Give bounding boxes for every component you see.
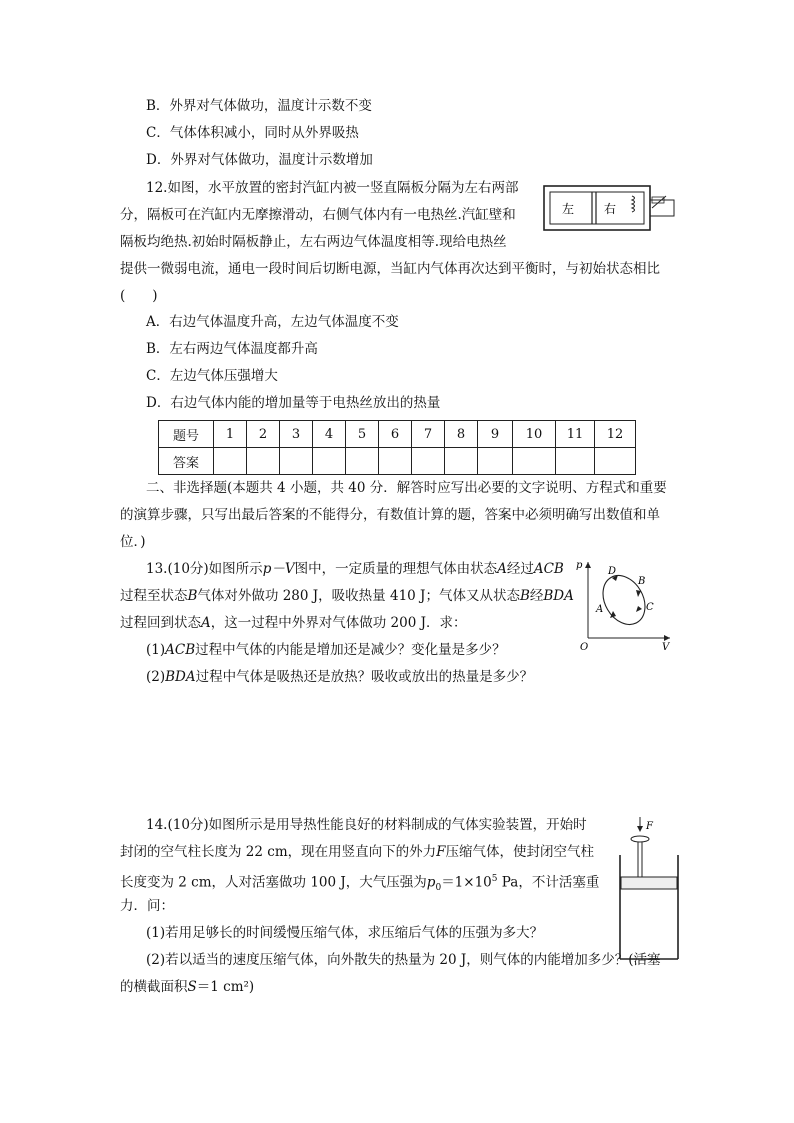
answer-blank[interactable] <box>556 448 595 475</box>
force-label: F <box>646 821 653 832</box>
table-cell: 9 <box>478 421 513 448</box>
piston-handle <box>631 836 649 842</box>
table-row <box>159 448 636 475</box>
table-row <box>159 421 636 448</box>
q14-line-2: 封闭的空气柱长度为 22 cm，现在用竖直向下的外力F压缩气体，使封闭空气柱 <box>120 844 594 860</box>
right-gas-label: 右 <box>604 202 617 216</box>
p-axis-arrow-icon <box>585 562 591 568</box>
answer-table <box>158 420 636 475</box>
answer-blank[interactable] <box>379 448 412 475</box>
cylinder-outer-wall <box>544 186 650 230</box>
origin-label: O <box>580 642 589 652</box>
section2-line-1: 二、非选择题(本题共 4 小题，共 40 分．解答时应写出必要的文字说明、方程式和重要 <box>146 480 667 496</box>
v-axis-arrow-icon <box>664 635 670 641</box>
q14-subquestion-2: (2)若以适当的速度压缩气体，向外散失的热量为 20 J，则气体的内能增加多少？(活塞 <box>146 952 661 968</box>
arrow-c-icon <box>636 606 642 612</box>
left-gas-label: 左 <box>562 202 575 216</box>
section2-line-2: 的演算步骤，只写出最后答案的不能得分，有数值计算的题，答案中必须明确写出数值和单 <box>120 507 660 523</box>
table-cell: 2 <box>247 421 280 448</box>
q11-option-d: D．外界对气体做功，温度计示数增加 <box>146 152 373 168</box>
table-cell: 11 <box>556 421 595 448</box>
table-cell: 4 <box>313 421 346 448</box>
section2-line-3: 位．) <box>120 534 146 550</box>
answer-blank[interactable] <box>247 448 280 475</box>
v-axis-label: V <box>662 642 670 652</box>
q13-line-1: 13.(10分)如图所示p－V图中，一定质量的理想气体由状态A经过ACB <box>146 561 564 577</box>
table-header-cell: 题号 <box>159 421 214 448</box>
heater-coil-icon <box>632 196 635 212</box>
p-axis-label: p <box>576 560 583 571</box>
q12-option-d: D．右边气体内能的增加量等于电热丝放出的热量 <box>146 395 441 411</box>
q13-subquestion-2: (2)BDA过程中气体是吸热还是放热？吸收或放出的热量是多少？ <box>146 669 534 685</box>
point-d-label: D <box>608 566 617 577</box>
q13-line-2: 过程至状态B气体对外做功 280 J，吸收热量 410 J；气体又从状态B经BDA <box>120 588 574 604</box>
q12-answer-bracket: ( ) <box>120 288 158 304</box>
q14-piston-figure <box>610 815 686 963</box>
arrow-b-icon <box>636 590 641 597</box>
table-cell: 1 <box>214 421 247 448</box>
answer-blank[interactable] <box>412 448 445 475</box>
point-a-label: A <box>596 604 604 615</box>
table-cell: 7 <box>412 421 445 448</box>
table-cell: 10 <box>513 421 556 448</box>
q14-subquestion-1: (1)若用足够长的时间缓慢压缩气体，求压缩后气体的压强为多大？ <box>146 925 544 941</box>
heater-circuit <box>650 200 674 216</box>
q11-option-c: C．气体体积减小，同时从外界吸热 <box>146 125 359 141</box>
answer-blank[interactable] <box>280 448 313 475</box>
answer-blank[interactable] <box>445 448 478 475</box>
q11-option-b: B．外界对气体做功，温度计示数不变 <box>146 98 372 114</box>
q12-cylinder-figure <box>540 182 680 234</box>
q14-subquestion-2-cont: 的横截面积S＝1 cm²) <box>120 979 255 995</box>
q14-line-3: 长度变为 2 cm，人对活塞做功 100 J，大气压强为$p_0=1\times 10^5$ Pa，不计活塞重 <box>120 874 600 894</box>
table-cell: 12 <box>595 421 636 448</box>
table-cell: 8 <box>445 421 478 448</box>
point-c-label: C <box>646 602 654 613</box>
table-header-cell: 答案 <box>159 448 214 475</box>
table-cell: 6 <box>379 421 412 448</box>
answer-blank[interactable] <box>478 448 513 475</box>
q13-pv-graph <box>572 556 676 652</box>
q13-line-3: 过程回到状态A，这一过程中外界对气体做功 200 J．求： <box>120 615 467 631</box>
answer-blank[interactable] <box>595 448 636 475</box>
table-cell: 5 <box>346 421 379 448</box>
q12-stem-line-1: 12.如图，水平放置的密封汽缸内被一竖直隔板分隔为左右两部 <box>146 180 519 196</box>
q12-option-c: C．左边气体压强增大 <box>146 368 278 384</box>
q14-line-4: 力．问： <box>120 898 174 914</box>
answer-blank[interactable] <box>313 448 346 475</box>
q12-option-b: B．左右两边气体温度都升高 <box>146 341 318 357</box>
answer-blank[interactable] <box>513 448 556 475</box>
q12-option-a: A．右边气体温度升高，左边气体温度不变 <box>146 314 399 330</box>
q12-stem-line-3: 隔板均绝热.初始时隔板静止，左右两边气体温度相等.现给电热丝 <box>120 234 507 250</box>
q12-stem-line-2: 分，隔板可在汽缸内无摩擦滑动，右侧气体内有一电热丝.汽缸壁和 <box>120 207 516 223</box>
piston <box>621 877 677 889</box>
point-b-label: B <box>638 576 646 587</box>
q13-subquestion-1: (1)ACB过程中气体的内能是增加还是减少？变化量是多少？ <box>146 642 506 658</box>
q12-stem-line-4: 提供一微弱电流，通电一段时间后切断电源，当缸内气体再次达到平衡时，与初始状态相比 <box>120 261 660 277</box>
answer-blank[interactable] <box>214 448 247 475</box>
force-arrow-icon <box>637 826 643 832</box>
table-cell: 3 <box>280 421 313 448</box>
answer-blank[interactable] <box>346 448 379 475</box>
q14-line-1: 14.(10分)如图所示是用导热性能良好的材料制成的气体实验装置，开始时 <box>146 817 587 833</box>
